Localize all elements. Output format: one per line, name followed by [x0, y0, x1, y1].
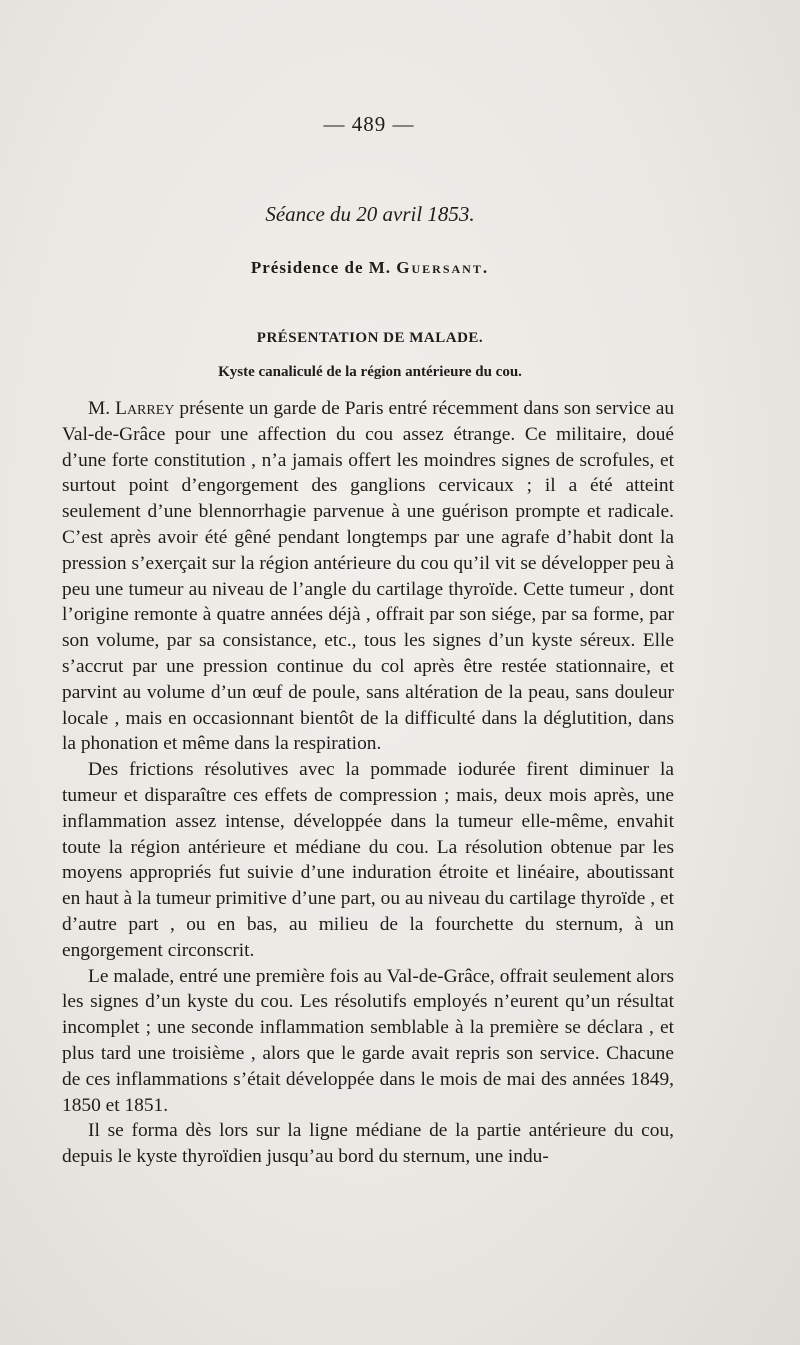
paragraph-1	[62, 396, 674, 757]
paragraph-3: Le malade, entré une première fois au Val-de-Grâce, offrait seulement alors les signes d’un kyste du cou. Les résolutifs employés n’eurent qu’un résultat incomplet ; une seconde inflammation semblable à la première se déclara , et plus tard une troisième , alors que le garde avait repris son service. Chacune de ces inflammations s’était développée dans le mois de mai des années 1849, 1850 et 1851.	[62, 965, 674, 1116]
paragraph-1-text: présente un garde de Paris entré récemment dans son service au Val-de-Grâce pour une affection du cou assez étrange. Ce militaire, doué d’une forte constitution , n’a jamais offert les moindres signes de scrofules, et surtout point d’engorgement des ganglions cervicaux ; il a été atteint seulement d’une blennorrhagie parvenue à une guérison prompte et radicale. C’est après avoir été gêné pendant longtemps par une agrafe d’habit dont la pression s’exerçait sur la région antérieure du cou qu’il vit se développer peu à peu une tumeur au niveau de l’angle du cartilage thyroïde. Cette tumeur , dont l’origine remonte à quatre années déjà , offrait par son siége, par sa forme, par son volume, par sa consistance, etc., tous les signes d’un kyste séreux. Elle s’accrut par une pression continue du col après être restée stationnaire, et parvint au volume d’un œuf de poule, sans altération de la peau, sans douleur locale , mais en occasionnant bientôt de la difficulté dans la déglutition, dans la phonation et même dans la respiration.	[62, 398, 675, 755]
section-title: PRÉSENTATION DE MALADE.	[256, 330, 484, 346]
paragraph-4: Il se forma dès lors sur la ligne médiane de la partie antérieure du cou, depuis le kyste thyroïdien jusqu’au bord du sternum, une indu-	[62, 1120, 674, 1168]
subsection-title: Kyste canaliculé de la région antérieure du cou.	[218, 364, 522, 380]
paragraph-1-lead: M.	[88, 398, 116, 419]
president-name: Guersant.	[396, 258, 490, 277]
paragraph-2: Des frictions résolutives avec la pommade iodurée firent diminuer la tumeur et disparaître ces effets de compression ; mais, deux mois après, une inflammation assez intense, développée dans la tumeur elle-même, envahit toute la région antérieure et médiane du cou. La résolution obtenue par les moyens appropriés fut suivie d’une induration étroite et linéaire, aboutissant en haut à la tumeur primitive d’une part, ou au niveau du cartilage thyroïde , et d’autre part , ou en bas, au milieu de la fourchette du sternum, à un engorgement circonscrit.	[62, 759, 674, 961]
presidency-heading	[0, 258, 740, 278]
page-number: — 489 —	[323, 112, 415, 136]
presidency-prefix: Présidence de M.	[250, 258, 397, 277]
session-date-heading: Séance du 20 avril 1853.	[265, 202, 475, 226]
article-body	[62, 396, 674, 1170]
author-name: Larrey	[115, 398, 175, 419]
